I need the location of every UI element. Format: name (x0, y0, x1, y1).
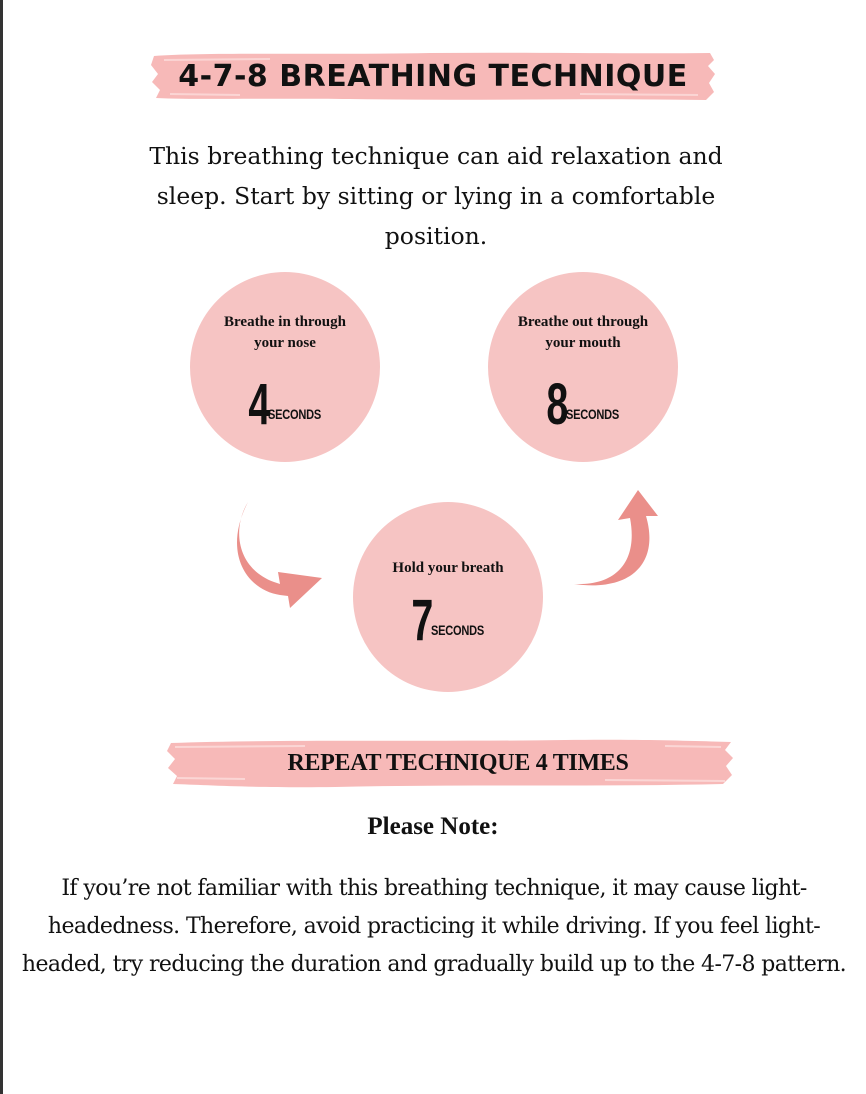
note-body: If you’re not familiar with this breathing technique, it may cause light-headedness. Therefore, avoid practicing it while driving. If you feel light-headed, try reducing the duration and gradually build up to the 4-7-8 pattern. (21, 876, 847, 977)
step-breathe-out-circle (488, 272, 678, 462)
step-breathe-in-duration (190, 372, 380, 437)
intro-paragraph: This breathing technique can aid relaxation and sleep. Start by sitting or lying in a comfortable position. (149, 142, 723, 250)
step-hold-unit: SECONDS (430, 623, 484, 638)
repeat-banner (165, 738, 735, 788)
page-title: 4-7-8 BREATHING TECHNIQUE (178, 58, 688, 94)
step-breathe-out-unit: SECONDS (565, 407, 619, 422)
step-breathe-out-number: 8 (545, 372, 568, 437)
step-breathe-in-label-line1: Breathe in through (224, 314, 346, 330)
step-hold-duration (353, 588, 543, 653)
title-banner (150, 50, 716, 102)
step-breathe-in-unit: SECONDS (267, 407, 321, 422)
note-heading: Please Note: (367, 813, 499, 840)
step-breathe-out-label-line2: your mouth (545, 335, 621, 351)
step-hold-label (353, 558, 543, 579)
step-hold-label-line1: Hold your breath (392, 560, 504, 576)
step-breathe-out-label (488, 312, 678, 354)
repeat-banner-text: REPEAT TECHNIQUE 4 TIMES (287, 749, 629, 776)
step-breathe-in-circle (190, 272, 380, 462)
curved-arrow-down-right-icon (228, 498, 328, 610)
step-hold-number: 7 (410, 588, 433, 653)
step-breathe-in-label-line2: your nose (254, 335, 316, 351)
step-breathe-out-duration (488, 372, 678, 437)
step-breathe-out-label-line1: Breathe out through (517, 314, 649, 330)
step-breathe-in-number: 4 (247, 372, 270, 437)
left-page-border (0, 0, 3, 1094)
step-hold-circle (353, 502, 543, 692)
step-breathe-in-label (190, 312, 380, 354)
curved-arrow-up-right-icon (570, 488, 660, 592)
